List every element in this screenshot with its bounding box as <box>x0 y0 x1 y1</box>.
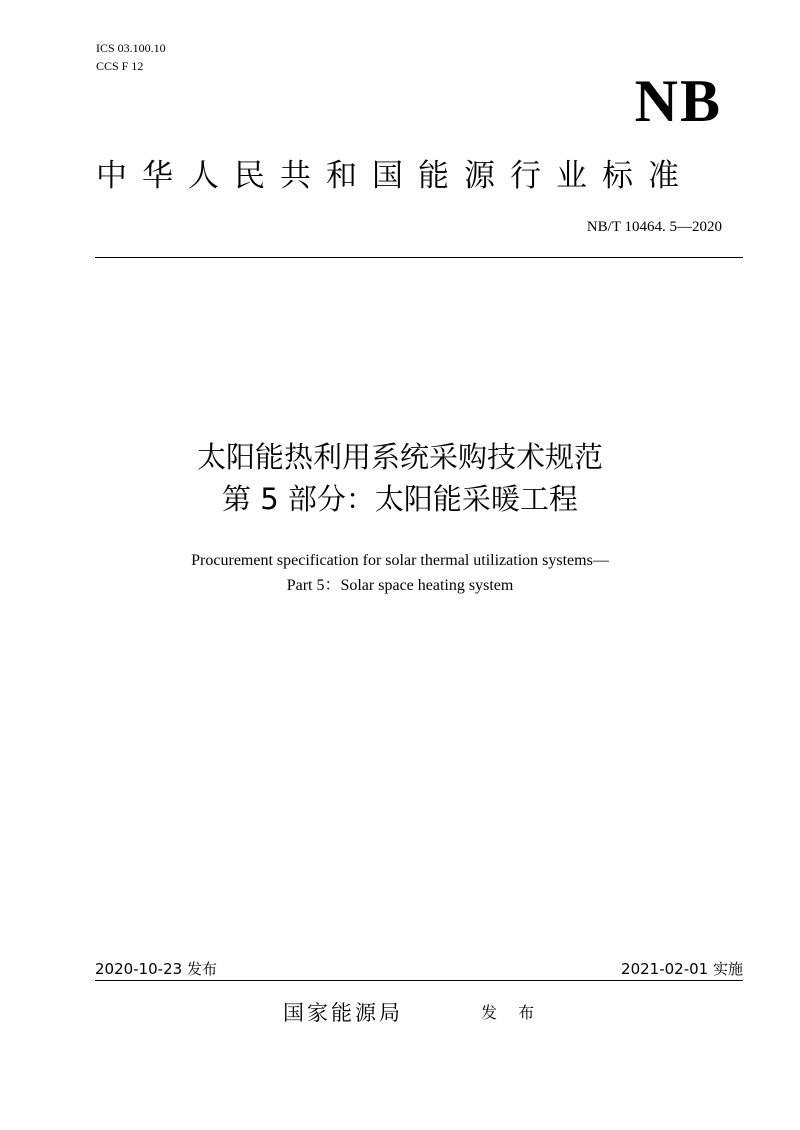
ics-code: ICS 03.100.10 <box>96 41 166 55</box>
chinese-title-line-1: 太阳能热利用系统采购技术规范 <box>196 440 603 474</box>
ccs-code: CCS F 12 <box>96 59 144 73</box>
chinese-title-line-2: 第 5 部分：太阳能采暖工程 <box>222 482 578 516</box>
english-title-line-2: Part 5：Solar space heating system <box>286 577 514 594</box>
chinese-title <box>0 436 800 520</box>
issue-label: 发 布 <box>481 1003 543 1022</box>
english-title <box>0 548 800 598</box>
header-divider <box>95 257 743 258</box>
nb-logo: NB <box>634 68 722 134</box>
standard-number: NB/T 10464. 5—2020 <box>586 219 722 235</box>
industry-standard-title: 中华人民共和国能源行业标准 <box>96 158 694 194</box>
implement-date: 2021-02-01 实施 <box>621 960 743 978</box>
issuing-authority: 国家能源局 <box>283 1001 403 1025</box>
english-title-line-1: Procurement specification for solar thermal utilization systems— <box>191 552 609 569</box>
date-row <box>95 958 743 981</box>
publish-date: 2020-10-23 发布 <box>95 960 217 978</box>
